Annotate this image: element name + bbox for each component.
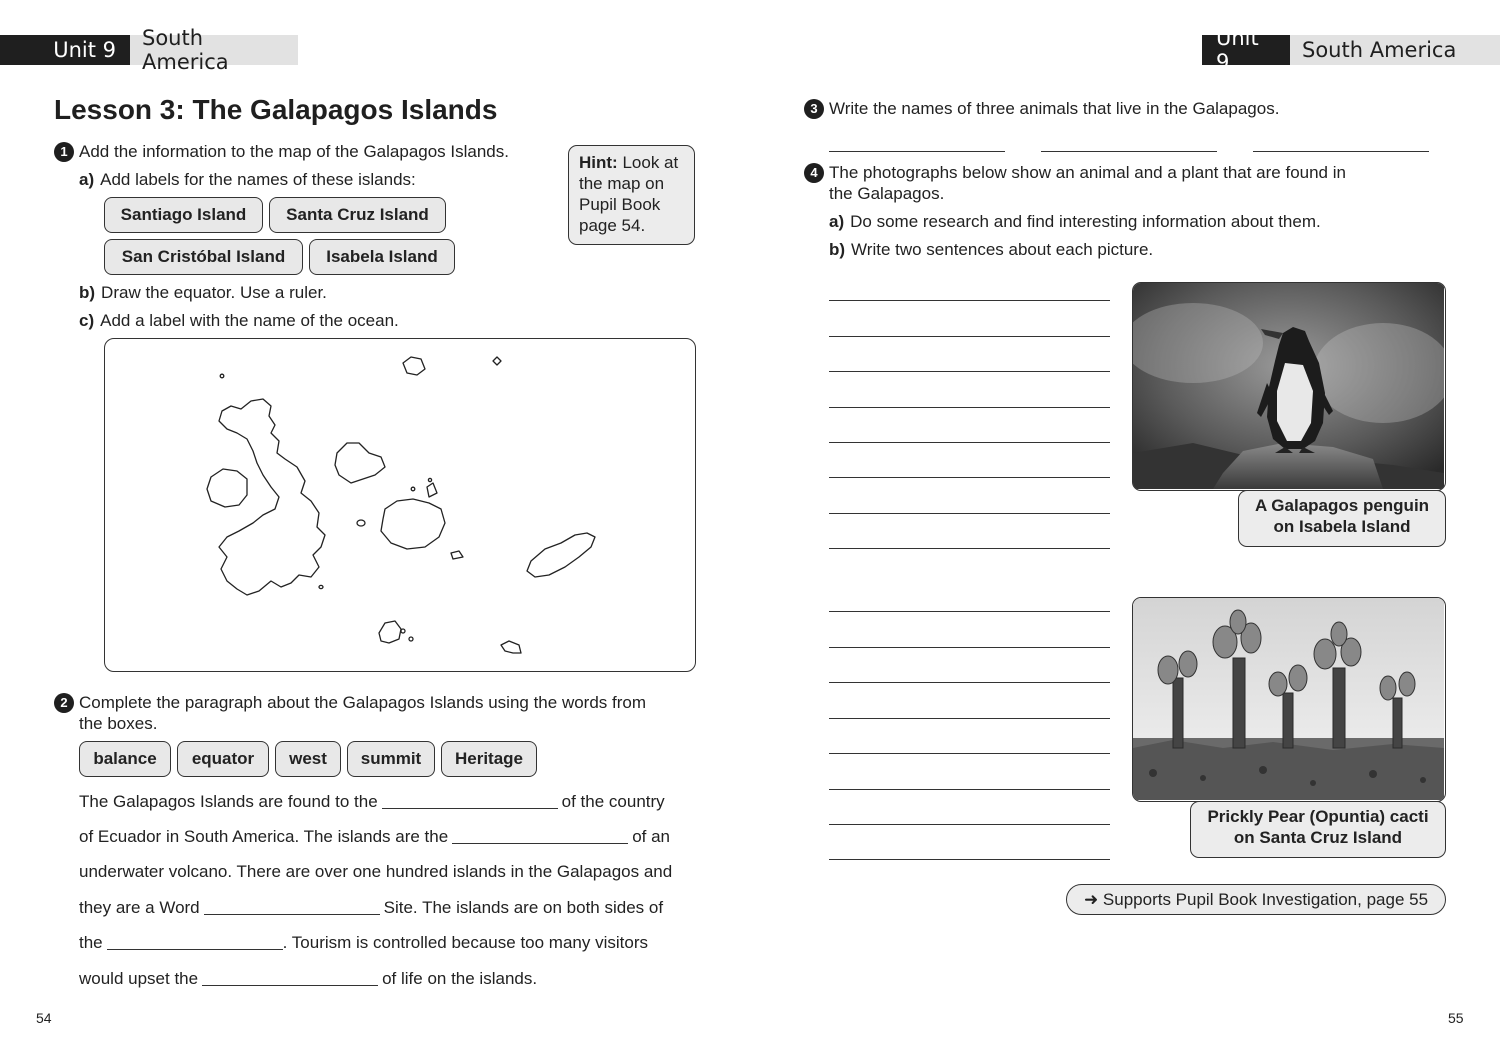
writing-line[interactable] [829, 477, 1110, 478]
lesson-title: Lesson 3: The Galapagos Islands [54, 94, 498, 125]
paragraph-text: of Ecuador in South America. The islands are the [79, 827, 449, 846]
unit-label: Unit 9 [1202, 35, 1290, 65]
island-marchena-outline [403, 357, 425, 375]
question-1a [79, 170, 416, 190]
island-san-cristobal-outline [527, 533, 595, 577]
page-number-left: 54 [36, 1010, 52, 1026]
islet-outline [409, 637, 413, 641]
islet-outline [451, 551, 463, 559]
right-unit-header [1202, 26, 1500, 74]
paragraph-text: would upset the [79, 969, 199, 988]
writing-line[interactable] [829, 647, 1110, 648]
question-1 [54, 142, 509, 162]
question-4a [829, 212, 1321, 232]
paragraph-text: The Galapagos Islands are found to the [79, 792, 378, 811]
writing-line[interactable] [829, 611, 1110, 612]
writing-line[interactable] [829, 859, 1110, 860]
paragraph-line [79, 792, 665, 812]
sub-label: c) [79, 311, 95, 330]
island-genovesa-outline [493, 357, 501, 365]
question-2-line2: the boxes. [79, 714, 158, 733]
caption-line: on Isabela Island [1273, 517, 1411, 536]
islet-outline [220, 374, 224, 378]
question-3 [804, 99, 1279, 119]
paragraph-text: of life on the islands. [382, 969, 538, 988]
question-1b [79, 283, 327, 303]
caption-line: Prickly Pear (Opuntia) cacti [1207, 807, 1429, 826]
writing-line[interactable] [829, 753, 1110, 754]
paragraph-line [79, 862, 672, 882]
writing-line[interactable] [829, 789, 1110, 790]
unit-topic: South America [1290, 35, 1500, 65]
island-santa-cruz-outline [381, 499, 445, 549]
island-espanola-outline [501, 641, 521, 653]
hint-label: Hint: [579, 153, 618, 172]
islet-outline [357, 520, 365, 526]
word-chip-equator: equator [177, 741, 269, 777]
question-number: 2 [54, 693, 74, 713]
paragraph-line [79, 898, 663, 918]
question-4b [829, 240, 1153, 260]
question-text: Complete the paragraph about the Galapagos Islands using the words from [79, 693, 647, 712]
sub-label: b) [829, 240, 846, 259]
hint-line: Look at [622, 153, 679, 172]
question-number: 3 [804, 99, 824, 119]
question-4 [804, 163, 1346, 183]
answer-line[interactable] [829, 151, 1005, 152]
sub-text: Do some research and find interesting information about them. [850, 212, 1321, 231]
island-chip-isabela: Isabela Island [309, 239, 455, 275]
question-4-line2: the Galapagos. [829, 184, 945, 203]
word-chip-summit: summit [347, 741, 435, 777]
paragraph-text: Site. The islands are on both sides of [383, 898, 664, 917]
question-number: 1 [54, 142, 74, 162]
writing-line[interactable] [829, 371, 1110, 372]
paragraph-text: the [79, 933, 103, 952]
paragraph-line [79, 969, 537, 989]
writing-line[interactable] [829, 824, 1110, 825]
sub-label: a) [829, 212, 845, 231]
word-chip-balance: balance [79, 741, 171, 777]
writing-line[interactable] [829, 513, 1110, 514]
paragraph-text: they are a Word [79, 898, 200, 917]
islet-outline [427, 483, 437, 497]
fill-blank[interactable] [204, 900, 380, 915]
cacti-caption [1190, 801, 1446, 858]
sub-text: Add a label with the name of the ocean. [100, 311, 399, 330]
caption-line: on Santa Cruz Island [1233, 828, 1403, 847]
cacti-illustration [1133, 598, 1444, 800]
paragraph-text: of an [632, 827, 670, 846]
paragraph-line [79, 933, 648, 953]
island-fernandina-outline [207, 469, 247, 507]
map-outline-drawing [105, 339, 694, 670]
writing-line[interactable] [829, 718, 1110, 719]
question-2 [54, 693, 646, 713]
sub-text: Add labels for the names of these islands: [100, 170, 416, 189]
paragraph-text: . Tourism is controlled because too many visitors [282, 933, 648, 952]
island-floreana-outline [379, 621, 401, 643]
islet-outline [428, 478, 431, 481]
galapagos-map[interactable] [104, 338, 696, 672]
penguin-illustration [1133, 283, 1444, 489]
cacti-photo [1132, 597, 1446, 802]
writing-line[interactable] [829, 336, 1110, 337]
sub-text: Draw the equator. Use a ruler. [101, 283, 327, 302]
unit-topic: South America [130, 35, 298, 65]
island-santiago-outline [335, 443, 385, 483]
question-text: The photographs below show an animal and a plant that are found in [829, 163, 1346, 182]
question-text: Add the information to the map of the Galapagos Islands. [79, 142, 509, 161]
writing-line[interactable] [829, 682, 1110, 683]
fill-blank[interactable] [382, 794, 558, 809]
answer-line[interactable] [1253, 151, 1429, 152]
sub-label: a) [79, 170, 95, 189]
page-number-right: 55 [1448, 1010, 1464, 1026]
fill-blank[interactable] [107, 935, 283, 950]
fill-blank[interactable] [202, 971, 378, 986]
islet-outline [411, 487, 415, 491]
word-chip-heritage: Heritage [441, 741, 537, 777]
hint-line: the map on [579, 174, 665, 193]
left-unit-header [0, 26, 298, 74]
island-chip-santiago: Santiago Island [104, 197, 263, 233]
unit-label: Unit 9 [0, 35, 130, 65]
island-chip-santa-cruz: Santa Cruz Island [269, 197, 446, 233]
question-text: Write the names of three animals that live in the Galapagos. [829, 99, 1280, 118]
writing-line[interactable] [829, 407, 1110, 408]
writing-line[interactable] [829, 548, 1110, 549]
question-number: 4 [804, 163, 824, 183]
writing-line[interactable] [829, 442, 1110, 443]
sub-text: Write two sentences about each picture. [851, 240, 1154, 259]
paragraph-text: underwater volcano. There are over one hundred islands in the Galapagos and [79, 862, 673, 881]
hint-line: page 54. [579, 216, 646, 235]
writing-line[interactable] [829, 300, 1110, 301]
islet-outline [319, 585, 323, 588]
caption-line: A Galapagos penguin [1254, 496, 1430, 515]
paragraph-text: of the country [561, 792, 665, 811]
island-chip-san-cristobal: San Cristóbal Island [104, 239, 303, 275]
hint-box [568, 145, 695, 245]
supports-pupil-book-note: ➜ Supports Pupil Book Investigation, page 55 [1066, 884, 1446, 915]
question-1c [79, 311, 399, 331]
sub-label: b) [79, 283, 96, 302]
hint-line: Pupil Book [579, 195, 661, 214]
paragraph-line [79, 827, 670, 847]
islet-outline [401, 629, 405, 633]
penguin-photo [1132, 282, 1446, 491]
penguin-caption [1238, 490, 1446, 547]
word-chip-west: west [275, 741, 341, 777]
fill-blank[interactable] [452, 829, 628, 844]
answer-line[interactable] [1041, 151, 1217, 152]
